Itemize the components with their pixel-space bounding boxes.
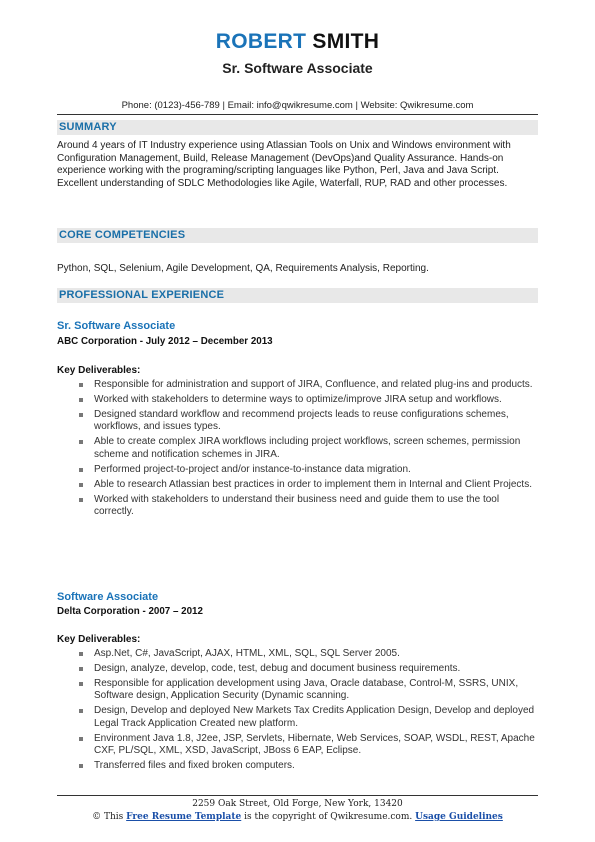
list-item: Worked with stakeholders to understand their business need and guide them to use the tool correctly. [78,494,538,519]
job-title: Software Associate [57,591,159,603]
competencies-text: Python, SQL, Selenium, Agile Development, QA, Requirements Analysis, Reporting. [57,263,429,274]
free-resume-template-link[interactable]: Free Resume Template [126,812,242,822]
competencies-heading: CORE COMPETENCIES [57,228,538,243]
job-company: ABC Corporation - July 2012 – December 2013 [57,336,273,347]
list-item: Designed standard workflow and recommend projects leads to reuse configurations schemes, workflows, and issues types. [78,409,538,434]
list-item: Worked with stakeholders to determine ways to optimize/improve JIRA setup and workflows. [78,394,538,406]
first-name: ROBERT [215,30,307,53]
last-name: SMITH [312,30,380,53]
candidate-name [0,30,595,54]
key-deliverables-label: Key Deliverables: [57,634,141,645]
list-item: Performed project-to-project and/or instance-to-instance data migration. [78,464,538,476]
key-deliverables-label: Key Deliverables: [57,365,141,376]
job-company: Delta Corporation - 2007 – 2012 [57,606,203,617]
footer-address: 2259 Oak Street, Old Forge, New York, 13420 [192,799,403,809]
job-title: Sr. Software Associate [57,320,176,332]
candidate-title: Sr. Software Associate [222,60,373,76]
footer-copyright [0,812,595,822]
footer-divider [57,795,538,796]
header-divider [57,114,538,115]
summary-heading: SUMMARY [57,120,538,135]
list-item: Transferred files and fixed broken computers. [78,760,538,772]
list-item: Asp.Net, C#, JavaScript, AJAX, HTML, XML, SQL, SQL Server 2005. [78,648,538,660]
list-item: Able to create complex JIRA workflows including project workflows, screen schemes, permission scheme and notification schemes in JIRA. [78,436,538,461]
contact-line: Phone: (0123)-456-789 | Email: info@qwikresume.com | Website: Qwikresume.com [121,100,474,111]
list-item: Responsible for administration and support of JIRA, Confluence, and related plug-ins and products. [78,379,538,391]
experience-heading: PROFESSIONAL EXPERIENCE [57,288,538,303]
copyright-middle: is the copyright of Qwikresume.com. [241,812,416,822]
usage-guidelines-link[interactable]: Usage Guidelines [415,812,503,822]
job-bullet-list [78,379,538,521]
job-bullet-list [78,648,538,775]
list-item: Design, Develop and deployed New Markets Tax Credits Application Design, Develop and deployed Legal Track Application Created new platform. [78,705,538,730]
list-item: Able to research Atlassian best practices in order to implement them in Internal and Client Projects. [78,479,538,491]
copyright-prefix: © This [92,812,127,822]
list-item: Responsible for application development using Java, Oracle database, Control-M, SSRS, UNIX, Software design, Application Security (Dynamic scanning. [78,678,538,703]
list-item: Environment Java 1.8, J2ee, JSP, Servlets, Hibernate, Web Services, SOAP, WSDL, REST, Apache CXF, PL/SQL, XML, XSD, JavaScript, JBoss 6 EAP, Eclipse. [78,733,538,758]
summary-text: Around 4 years of IT Industry experience using Atlassian Tools on Unix and Windows environment with Configuration Management, Build, Release Management (DevOps)and Quality Assurance. Hands-on experience working with the programing/scripting languages like Python, Perl, Java and Java Script. Excellent understanding of SDLC Methodologies like Agile, Waterfall, RUP, RAD and other processes. [57,140,511,189]
list-item: Design, analyze, develop, code, test, debug and document business requirements. [78,663,538,675]
